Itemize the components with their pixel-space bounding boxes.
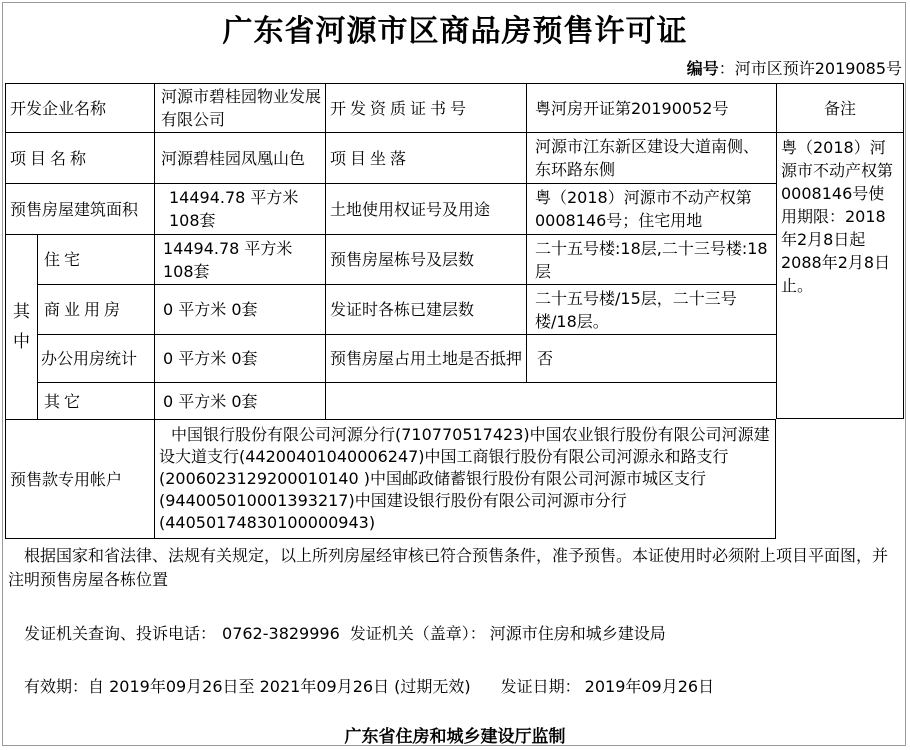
land-cert-label-cell <box>325 183 527 235</box>
land-cert-value-cell <box>526 183 777 235</box>
presale-area-label: 预售房屋建筑面积 <box>10 199 139 219</box>
commercial-value-cell <box>154 284 326 335</box>
remarks-label: 备注 <box>823 98 856 118</box>
built-floors-label-cell <box>325 284 527 335</box>
footer-contact-line <box>24 622 894 646</box>
among-label: 其中 <box>13 302 30 352</box>
validity-value: 自 2019年09月26日至 2021年09月26日 (过期无效) <box>88 677 471 696</box>
developer-value-cell <box>154 83 326 133</box>
other-value-cell <box>154 382 326 420</box>
authority-label: 发证机关（盖章）： <box>349 624 486 643</box>
qualification-label: 开发资质证书号 <box>330 98 471 118</box>
number-separator: ： <box>718 59 735 78</box>
presale-area-label-cell <box>5 183 155 235</box>
residential-value: 14494.78 平方米108套 <box>163 238 293 281</box>
account-label-cell <box>5 419 155 539</box>
residential-value-cell <box>154 234 326 285</box>
buildings-label-cell <box>325 234 527 285</box>
project-name-value: 河源碧桂园凤凰山色 <box>161 148 306 168</box>
project-name-label-cell <box>5 132 155 184</box>
footer-statement: 根据国家和省法律、法规有关规定，以上所列房屋经审核已符合预售条件，准予预售。本证使用时必须附上项目平面图，并注明预售房屋各栋位置 <box>8 546 889 589</box>
project-name-label: 项目名称 <box>10 148 91 168</box>
buildings-value: 二十五号楼:18层,二十三号楼:18层 <box>535 238 768 281</box>
office-value-cell <box>154 334 326 383</box>
contact-label: 发证机关查询、投诉电话： <box>24 624 217 643</box>
commercial-label-cell <box>37 284 155 335</box>
qualification-value: 粤河房开证第20190052号 <box>535 98 729 118</box>
mortgage-value: 否 <box>537 349 554 368</box>
mortgage-label-cell <box>325 334 527 383</box>
office-value: 0 平方米 0套 <box>163 349 258 368</box>
mortgage-label: 预售房屋占用土地是否抵押 <box>330 349 523 368</box>
qualification-value-cell <box>526 83 777 133</box>
buildings-label: 预售房屋栋号及层数 <box>330 250 475 269</box>
land-cert-value: 粤（2018）河源市不动产权第0008146号；住宅用地 <box>535 188 752 230</box>
commercial-value: 0 平方米 0套 <box>163 300 258 319</box>
certificate-title: 广东省河源市区商品房预售许可证 <box>222 14 688 49</box>
number-label: 编号 <box>686 59 719 78</box>
project-name-value-cell <box>154 132 326 184</box>
buildings-value-cell <box>526 234 777 285</box>
account-value-cell <box>154 419 776 539</box>
number-value: 河市区预许2019085号 <box>734 59 902 78</box>
contact-phone: 0762-3829996 <box>222 624 340 643</box>
presale-area-value-cell <box>154 183 326 235</box>
office-label: 办公用房统计 <box>41 349 138 368</box>
supervisor-text: 广东省住房和城乡建设厅监制 <box>344 727 566 747</box>
authority-value: 河源市住房和城乡建设局 <box>489 624 666 643</box>
mortgage-value-cell <box>526 334 777 383</box>
remarks-value: 粤（2018）河源市不动产权第0008146号使用期限：2018年2月8日起2088年2月8日止。 <box>781 138 894 295</box>
remarks-value-cell <box>776 132 904 419</box>
project-location-value: 河源市江东新区建设大道南侧、东环路东侧 <box>535 137 760 179</box>
residential-label: 住宅 <box>44 250 85 269</box>
remarks-label-cell <box>776 83 904 133</box>
among-label-cell <box>5 234 38 420</box>
project-location-label: 项目坐落 <box>330 148 411 168</box>
land-cert-label: 土地使用权证号及用途 <box>330 199 491 219</box>
validity-label: 有效期： <box>24 677 89 696</box>
built-floors-value: 二十五号楼/15层，二十三号楼/18层。 <box>535 288 737 331</box>
qualification-label-cell <box>325 83 527 133</box>
project-location-value-cell <box>526 132 777 184</box>
residential-label-cell <box>37 234 155 285</box>
commercial-label: 商业用房 <box>44 300 125 319</box>
other-label: 其它 <box>44 391 85 411</box>
office-label-cell <box>37 334 155 383</box>
account-value: 中国银行股份有限公司河源分行(710770517423)中国农业银行股份有限公司河源建设大道支行(44200401040006247)中国工商银行股份有限公司河源永和路支行(2006023129200010140 )中国邮政储蓄银行股份有限公司河源市城区支行 (944005010001393217)中国建设银行股份有限公司河源市分行(44050174830100000943) <box>159 425 770 532</box>
built-floors-value-cell <box>526 284 777 335</box>
certificate-number <box>687 56 902 79</box>
developer-value: 河源市碧桂园物业发展有限公司 <box>161 87 322 129</box>
issue-date-value: 2019年09月26日 <box>584 677 715 696</box>
other-value: 0 平方米 0套 <box>163 391 258 411</box>
issue-date-label: 发证日期： <box>500 677 581 696</box>
project-location-label-cell <box>325 132 527 184</box>
other-label-cell <box>37 382 155 420</box>
built-floors-label: 发证时各栋已建层数 <box>330 300 475 319</box>
account-label: 预售款专用帐户 <box>10 469 123 489</box>
footer-validity-line <box>24 675 894 699</box>
presale-area-value: 14494.78 平方米108套 <box>169 188 299 230</box>
developer-label: 开发企业名称 <box>10 98 107 118</box>
developer-label-cell <box>5 83 155 133</box>
